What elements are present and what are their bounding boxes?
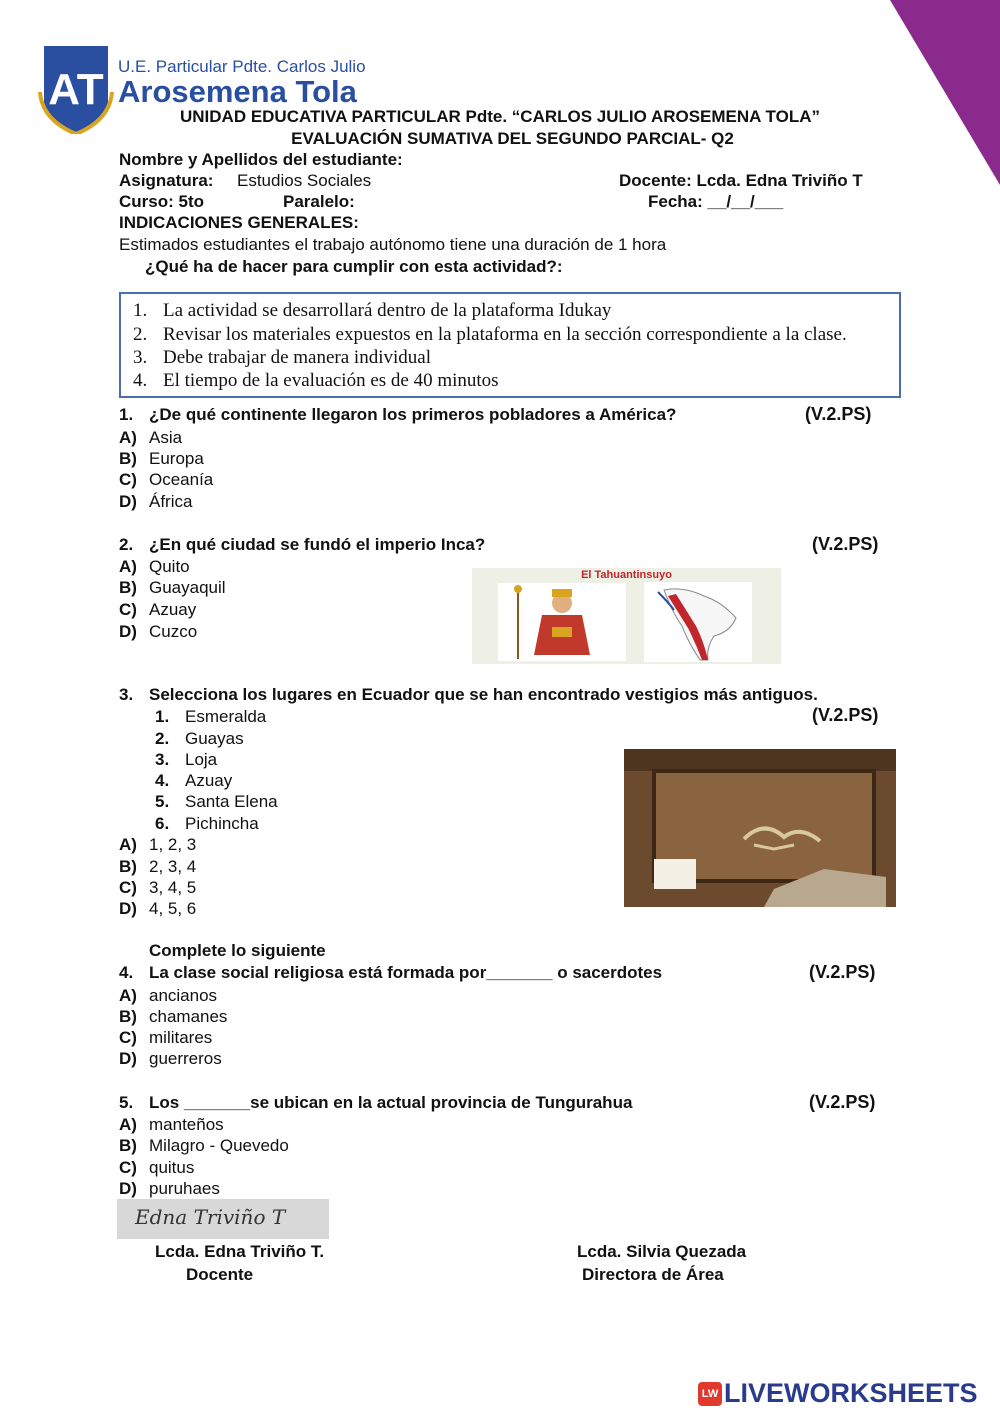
liveworksheets-logo[interactable]: LIVEWORKSHEETS bbox=[724, 1378, 978, 1408]
q3-option-d[interactable]: D) 4, 5, 6 bbox=[119, 899, 197, 918]
corner-decoration bbox=[890, 0, 1000, 185]
excavation-photo bbox=[624, 749, 896, 907]
complete-heading: Complete lo siguiente bbox=[149, 941, 326, 960]
q1-option-a[interactable]: A) Asia bbox=[119, 428, 183, 447]
q1-option-c[interactable]: C) Oceanía bbox=[119, 470, 214, 489]
instruction-item: 3. Debe trabajar de manera individual bbox=[133, 347, 431, 368]
q1-option-d[interactable]: D) África bbox=[119, 492, 193, 511]
q4-option-c[interactable]: C) militares bbox=[119, 1028, 213, 1047]
q1-option-b[interactable]: B) Europa bbox=[119, 449, 204, 468]
place-item: 2. Guayas bbox=[155, 729, 244, 748]
left-signer-name: Lcda. Edna Triviño T. bbox=[155, 1242, 325, 1261]
q3-option-b[interactable]: B) 2, 3, 4 bbox=[119, 857, 197, 876]
school-name-small: U.E. Particular Pdte. Carlos Julio bbox=[118, 57, 366, 76]
question-5: 5. Los _______se ubican en la actual provincia de Tungurahua bbox=[119, 1093, 633, 1112]
general-indications-label: INDICACIONES GENERALES: bbox=[119, 213, 359, 232]
subject-label: Asignatura: bbox=[119, 171, 214, 190]
instruction-item: 4. El tiempo de la evaluación es de 40 minutos bbox=[133, 370, 499, 391]
intro-text: Estimados estudiantes el trabajo autónomo tiene una duración de 1 hora bbox=[119, 235, 667, 254]
q2-option-d[interactable]: D) Cuzco bbox=[119, 622, 198, 641]
question-4: 4. La clase social religiosa está formada por_______ o sacerdotes bbox=[119, 963, 663, 982]
right-signer-role: Directora de Área bbox=[582, 1265, 724, 1284]
question-5-code: (V.2.PS) bbox=[809, 1092, 876, 1112]
q4-option-b[interactable]: B) chamanes bbox=[119, 1007, 228, 1026]
signature-image bbox=[117, 1199, 329, 1239]
inca-figure-icon bbox=[498, 583, 626, 661]
q4-option-d[interactable]: D) guerreros bbox=[119, 1049, 222, 1068]
date-field: Fecha: __/__/___ bbox=[648, 192, 784, 211]
question-2: 2. ¿En qué ciudad se fundó el imperio Inca? bbox=[119, 535, 486, 554]
question-1: 1. ¿De qué continente llegaron los primeros pobladores a América? bbox=[119, 405, 677, 424]
tahuantinsuyo-image bbox=[472, 568, 781, 664]
signature-scribble: Edna Triviño T bbox=[135, 1205, 286, 1229]
instruction-item: 2. Revisar los materiales expuestos en la plataforma en la sección correspondiente a la clase. bbox=[133, 324, 847, 345]
course-label: Curso: 5to bbox=[119, 192, 204, 211]
evaluation-title: EVALUACIÓN SUMATIVA DEL SEGUNDO PARCIAL- Q2 bbox=[291, 129, 734, 148]
place-item: 4. Azuay bbox=[155, 771, 233, 790]
right-signer-name: Lcda. Silvia Quezada bbox=[577, 1242, 747, 1261]
instructions-box bbox=[119, 292, 901, 398]
question-4-code: (V.2.PS) bbox=[809, 962, 876, 982]
place-item: 1. Esmeralda bbox=[155, 707, 267, 726]
svg-text:AT: AT bbox=[48, 65, 104, 114]
parallel-label: Paralelo: bbox=[283, 192, 355, 211]
q5-option-b[interactable]: B) Milagro - Quevedo bbox=[119, 1136, 289, 1155]
image-title: El Tahuantinsuyo bbox=[581, 569, 672, 581]
question-3-code: (V.2.PS) bbox=[812, 705, 879, 725]
q3-option-c[interactable]: C) 3, 4, 5 bbox=[119, 878, 197, 897]
q5-option-a[interactable]: A) manteños bbox=[119, 1115, 224, 1134]
activity-question: ¿Qué ha de hacer para cumplir con esta actividad?: bbox=[145, 257, 563, 276]
q5-option-d[interactable]: D) puruhaes bbox=[119, 1179, 220, 1198]
q5-option-c[interactable]: C) quitus bbox=[119, 1158, 195, 1177]
student-name-label: Nombre y Apellidos del estudiante: bbox=[119, 150, 403, 169]
q3-option-a[interactable]: A) 1, 2, 3 bbox=[119, 835, 197, 854]
liveworksheets-badge-icon: LW bbox=[698, 1382, 722, 1406]
q2-option-c[interactable]: C) Azuay bbox=[119, 600, 197, 619]
left-signer-role: Docente bbox=[186, 1265, 254, 1284]
q2-option-a[interactable]: A) Quito bbox=[119, 557, 190, 576]
institution-title: UNIDAD EDUCATIVA PARTICULAR Pdte. “CARLOS JULIO AROSEMENA TOLA” bbox=[179, 107, 821, 126]
place-item: 3. Loja bbox=[155, 750, 218, 769]
question-1-code: (V.2.PS) bbox=[805, 404, 872, 424]
question-2-code: (V.2.PS) bbox=[812, 534, 879, 554]
q4-option-a[interactable]: A) ancianos bbox=[119, 986, 218, 1005]
place-item: 5. Santa Elena bbox=[155, 792, 278, 811]
inca-map-icon bbox=[644, 582, 752, 662]
question-3: 3. Selecciona los lugares en Ecuador que se han encontrado vestigios más antiguos. bbox=[119, 685, 818, 704]
q2-option-b[interactable]: B) Guayaquil bbox=[119, 578, 226, 597]
teacher-label: Docente: Lcda. Edna Triviño T bbox=[619, 171, 863, 190]
instruction-item: 1. La actividad se desarrollará dentro de la plataforma Idukay bbox=[133, 300, 612, 321]
school-name-big: Arosemena Tola bbox=[118, 74, 357, 109]
subject-value: Estudios Sociales bbox=[237, 171, 372, 190]
place-item: 6. Pichincha bbox=[155, 814, 259, 833]
